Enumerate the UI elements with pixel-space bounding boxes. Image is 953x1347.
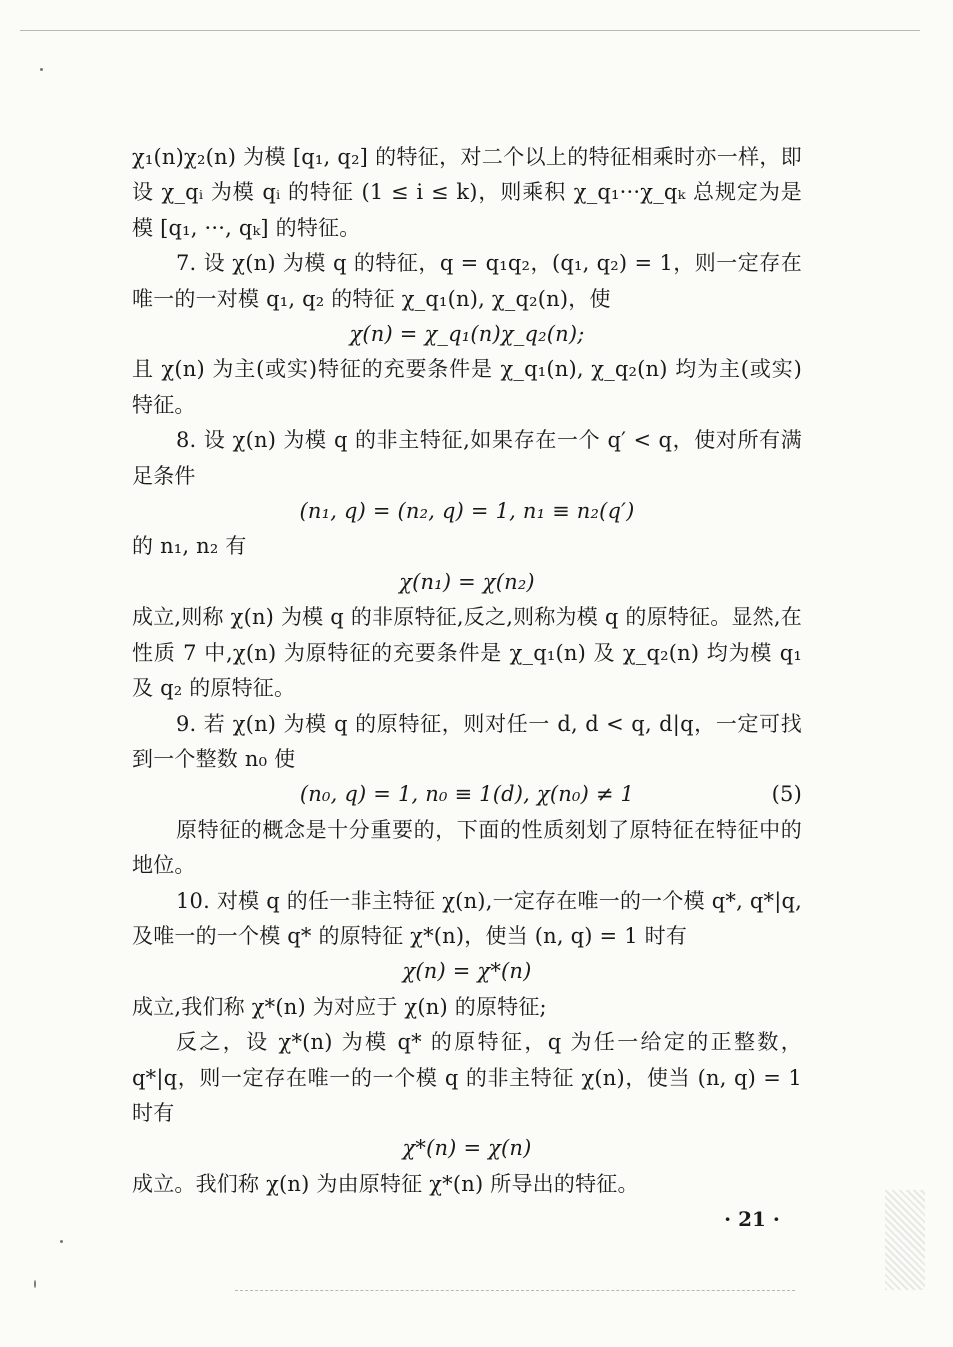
equation-text: (n₁, q) = (n₂, q) = 1, n₁ ≡ n₂(q′) — [299, 499, 635, 524]
scan-top-rule — [20, 30, 920, 31]
equation-text: χ(n₁) = χ(n₂) — [399, 569, 535, 594]
equation — [132, 494, 802, 529]
paragraph: 成立,我们称 χ*(n) 为对应于 χ(n) 的原特征; — [132, 994, 547, 1019]
scan-speck — [60, 1240, 63, 1243]
paragraph: 8. 设 χ(n) 为模 q 的非主特征,如果存在一个 q′ < q，使对所有满足条件 — [132, 428, 802, 488]
equation — [132, 1131, 802, 1166]
scan-bottom-rule — [235, 1290, 795, 1291]
scan-speck — [34, 1280, 36, 1288]
body-text — [132, 140, 802, 1202]
equation — [132, 777, 802, 812]
equation-text: χ*(n) = χ(n) — [402, 1136, 532, 1161]
scan-noise — [885, 1190, 925, 1290]
paragraph: 且 χ(n) 为主(或实)特征的充要条件是 χ_q₁(n), χ_q₂(n) 均为主(或实)特征。 — [132, 357, 802, 417]
scan-speck — [40, 68, 43, 71]
paragraph: 成立,则称 χ(n) 为模 q 的非原特征,反之,则称为模 q 的原特征。显然,在性质 7 中,χ(n) 为原特征的充要条件是 χ_q₁(n) 及 χ_q₂(n) 均为模 q₁ 及 q₂ 的原特征。 — [132, 605, 802, 701]
equation — [132, 317, 802, 352]
equation-text: χ(n) = χ_q₁(n)χ_q₂(n); — [349, 322, 585, 347]
paragraph: χ₁(n)χ₂(n) 为模 [q₁, q₂] 的特征，对二个以上的特征相乘时亦一样，即设 χ_qᵢ 为模 qᵢ 的特征 (1 ≤ i ≤ k)，则乘积 χ_q₁···χ_qₖ 总规定为是模 [q₁, ···, qₖ] 的特征。 — [132, 145, 802, 240]
equation-text: χ(n) = χ*(n) — [402, 959, 532, 984]
paragraph: 反之，设 χ*(n) 为模 q* 的原特征，q 为任一给定的正整数，q*|q，则一定存在唯一的一个模 q 的非主特征 χ(n)，使当 (n, q) = 1 时有 — [132, 1030, 802, 1125]
paragraph: 9. 若 χ(n) 为模 q 的原特征，则对任一 d, d < q, d|q，一定可找到一个整数 n₀ 使 — [132, 711, 802, 771]
equation — [132, 954, 802, 989]
equation — [132, 565, 802, 600]
page-number: · 21 · — [724, 1207, 780, 1231]
paragraph: 的 n₁, n₂ 有 — [132, 534, 247, 559]
paragraph: 7. 设 χ(n) 为模 q 的特征，q = q₁q₂，(q₁, q₂) = 1，则一定存在唯一的一对模 q₁, q₂ 的特征 χ_q₁(n), χ_q₂(n)，使 — [132, 251, 802, 311]
paragraph: 成立。我们称 χ(n) 为由原特征 χ*(n) 所导出的特征。 — [132, 1171, 639, 1196]
paragraph: 原特征的概念是十分重要的，下面的性质刻划了原特征在特征中的地位。 — [132, 817, 802, 878]
equation-number: (5) — [771, 782, 802, 807]
equation-text: (n₀, q) = 1, n₀ ≡ 1(d), χ(n₀) ≠ 1 — [299, 782, 635, 807]
paragraph: 10. 对模 q 的任一非主特征 χ(n),一定存在唯一的一个模 q*, q*|q, 及唯一的一个模 q* 的原特征 χ*(n)，使当 (n, q) = 1 时有 — [132, 888, 802, 948]
